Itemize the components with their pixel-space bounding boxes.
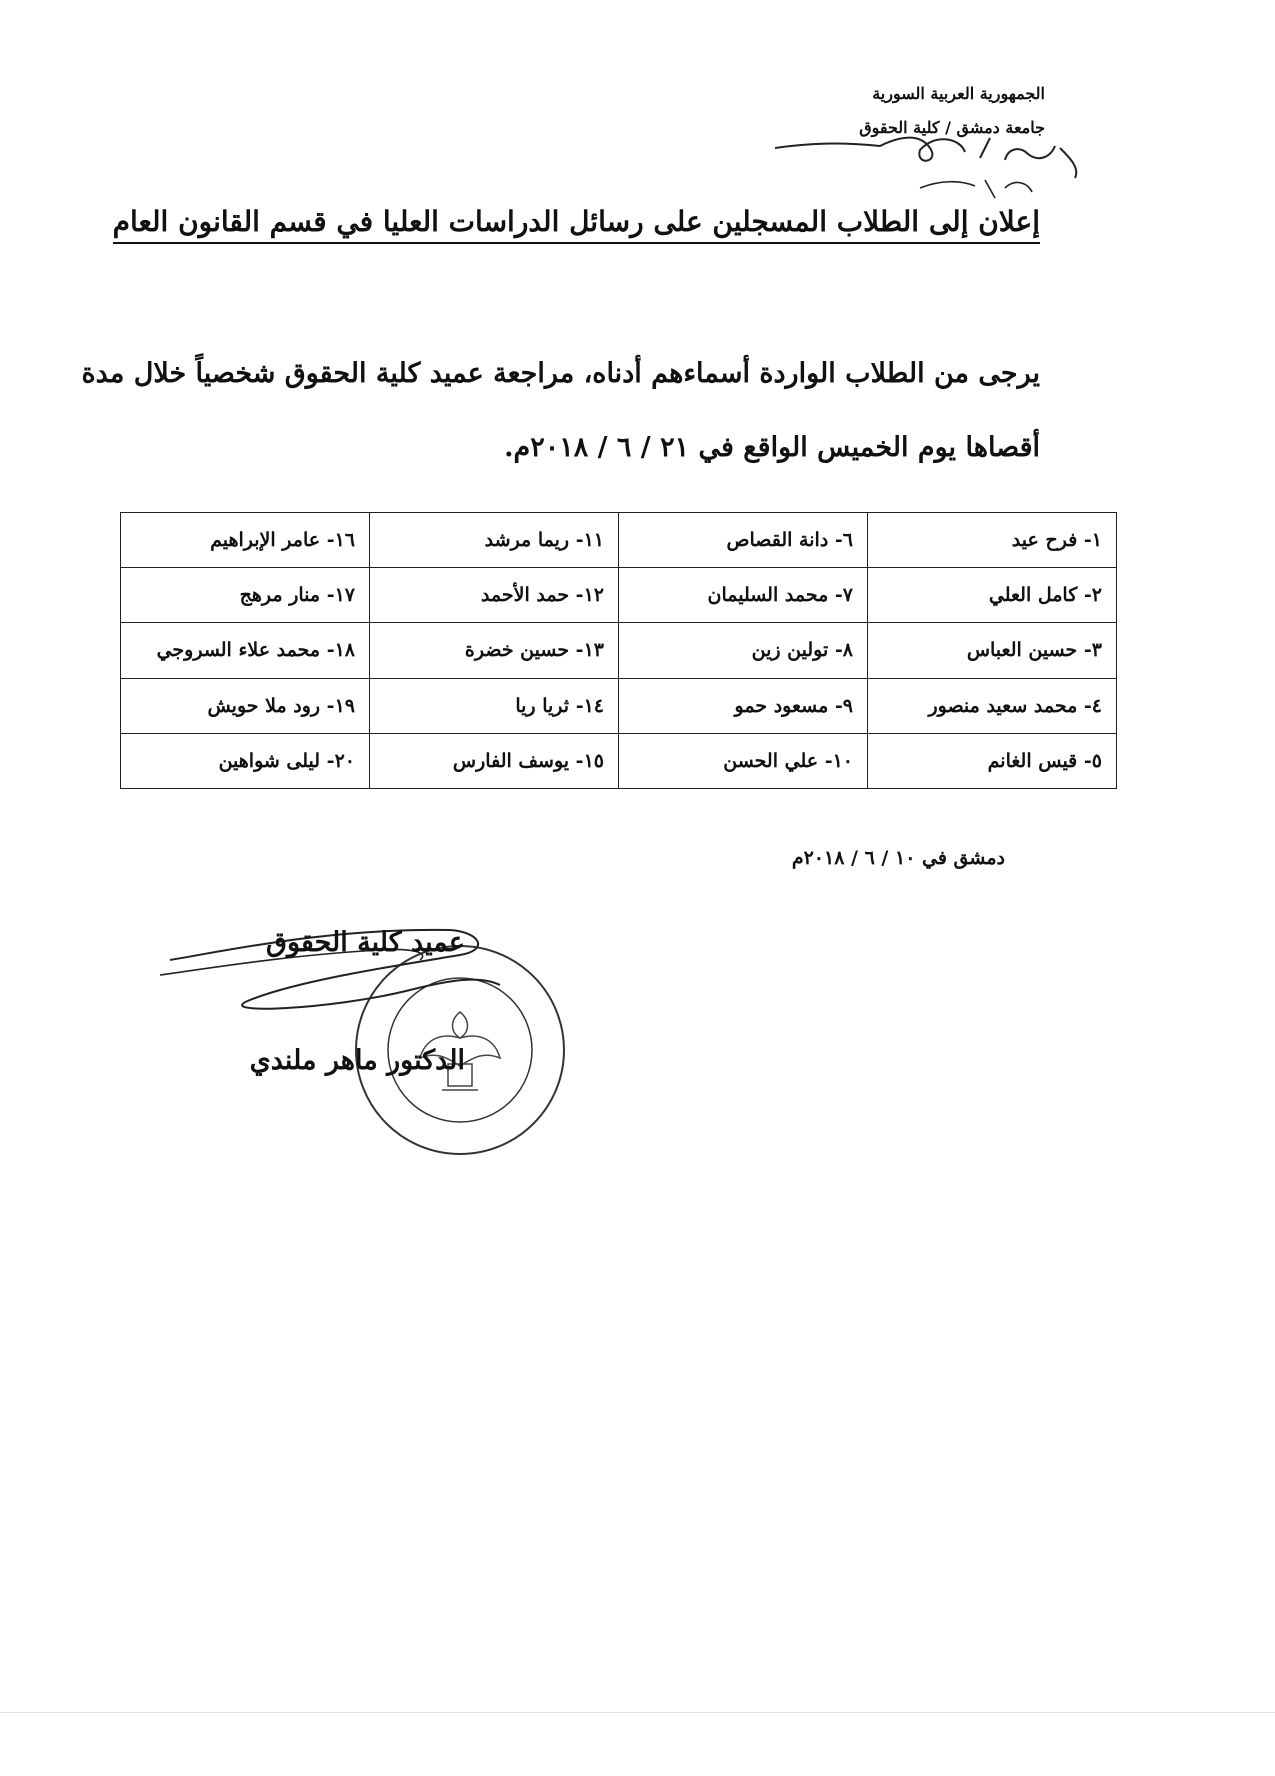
student-cell: ١٠- علي الحسن [619, 733, 868, 788]
student-cell: ١٣- حسين خضرة [370, 623, 619, 678]
student-cell: ١- فرح عيد [868, 513, 1117, 568]
student-cell: ٥- قيس الغانم [868, 733, 1117, 788]
student-cell: ١٦- عامر الإبراهيم [121, 513, 370, 568]
student-cell: ٦- دانة القصاص [619, 513, 868, 568]
student-cell: ٨- تولين زين [619, 623, 868, 678]
student-cell: ١٢- حمد الأحمد [370, 568, 619, 623]
student-cell: ١٩- رود ملا حويش [121, 678, 370, 733]
table-row [121, 568, 1117, 623]
student-cell: ٢٠- ليلى شواهين [121, 733, 370, 788]
student-cell: ٤- محمد سعيد منصور [868, 678, 1117, 733]
body-line-1: يرجى من الطلاب الواردة أسماءهم أدناه، مراجعة عميد كلية الحقوق شخصياً خلال مدة [81, 358, 1040, 389]
table-row [121, 678, 1117, 733]
student-cell: ١٥- يوسف الفارس [370, 733, 619, 788]
student-cell: ١٤- ثريا ريا [370, 678, 619, 733]
students-table [120, 512, 1117, 789]
body-line-2: أقصاها يوم الخميس الواقع في ٢١ / ٦ / ٢٠١٨م. [504, 432, 1040, 463]
student-cell: ١٨- محمد علاء السروجي [121, 623, 370, 678]
dean-name: الدكتور ماهر ملندي [249, 1045, 465, 1076]
students-table-body [121, 513, 1117, 789]
dean-title: عميد كلية الحقوق [266, 927, 465, 958]
table-row [121, 513, 1117, 568]
student-cell: ٣- حسين العباس [868, 623, 1117, 678]
header-institution: جامعة دمشق / كلية الحقوق [859, 118, 1045, 137]
student-cell: ٧- محمد السليمان [619, 568, 868, 623]
date-line: دمشق في ١٠ / ٦ / ٢٠١٨م [791, 847, 1005, 869]
student-cell: ١١- ريما مرشد [370, 513, 619, 568]
header-country: الجمهورية العربية السورية [872, 84, 1045, 103]
student-cell: ٢- كامل العلي [868, 568, 1117, 623]
table-row [121, 623, 1117, 678]
announcement-title: إعلان إلى الطلاب المسجلين على رسائل الدراسات العليا في قسم القانون العام [113, 205, 1040, 244]
student-cell: ١٧- منار مرهج [121, 568, 370, 623]
student-cell: ٩- مسعود حمو [619, 678, 868, 733]
page-bottom-divider [0, 1712, 1275, 1713]
table-row [121, 733, 1117, 788]
